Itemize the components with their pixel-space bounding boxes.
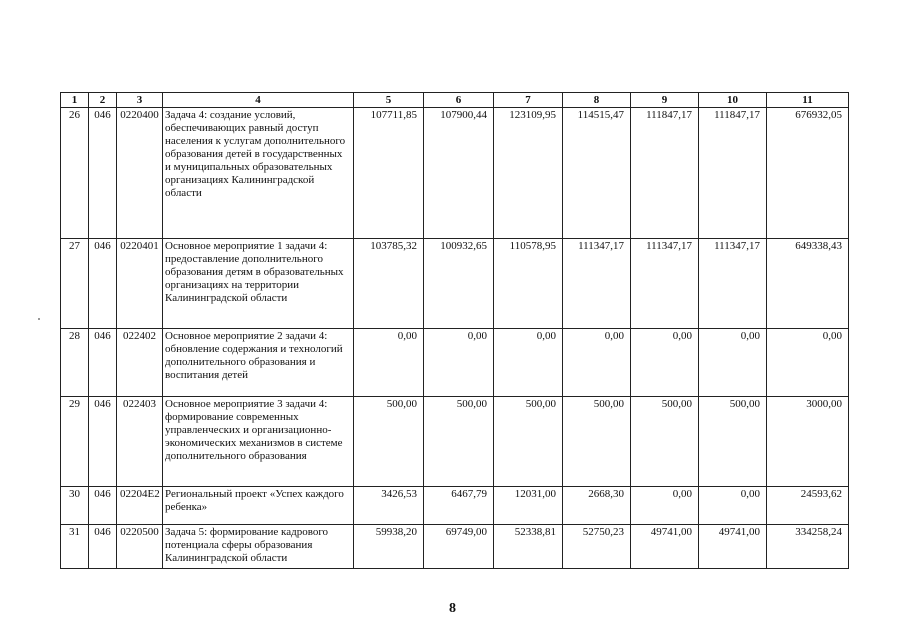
value-cell: 49741,00 <box>631 525 699 569</box>
header-cell: 5 <box>354 93 424 108</box>
header-cell: 9 <box>631 93 699 108</box>
value-cell: 114515,47 <box>563 108 631 239</box>
row-number-cell: 31 <box>61 525 89 569</box>
total-cell: 676932,05 <box>767 108 849 239</box>
row-number-cell: 26 <box>61 108 89 239</box>
code-cell: 046 <box>89 239 117 329</box>
value-cell: 103785,32 <box>354 239 424 329</box>
value-cell: 500,00 <box>563 397 631 487</box>
total-cell: 334258,24 <box>767 525 849 569</box>
description-cell: Основное мероприятие 2 задачи 4: обновление содержания и технологий дополнительного образования и воспитания детей <box>163 329 354 397</box>
header-cell: 11 <box>767 93 849 108</box>
description-cell: Задача 4: создание условий, обеспечивающих равный доступ населения к услугам дополнительного образования детей в государственных и муниципальных образовательных организациях Калининградской области <box>163 108 354 239</box>
value-cell: 0,00 <box>631 487 699 525</box>
scan-speck <box>38 318 40 320</box>
value-cell: 107900,44 <box>424 108 494 239</box>
value-cell: 111847,17 <box>631 108 699 239</box>
table-body <box>61 108 849 569</box>
value-cell: 500,00 <box>424 397 494 487</box>
code-cell: 046 <box>89 108 117 239</box>
table-row <box>61 525 849 569</box>
total-cell: 0,00 <box>767 329 849 397</box>
value-cell: 107711,85 <box>354 108 424 239</box>
value-cell: 111347,17 <box>631 239 699 329</box>
value-cell: 110578,95 <box>494 239 563 329</box>
value-cell: 0,00 <box>494 329 563 397</box>
description-cell: Региональный проект «Успех каждого ребенка» <box>163 487 354 525</box>
value-cell: 0,00 <box>424 329 494 397</box>
table-header <box>61 93 849 108</box>
total-cell: 24593,62 <box>767 487 849 525</box>
table-row <box>61 487 849 525</box>
value-cell: 52338,81 <box>494 525 563 569</box>
value-cell: 500,00 <box>631 397 699 487</box>
header-cell: 8 <box>563 93 631 108</box>
code-cell: 046 <box>89 525 117 569</box>
code-cell: 046 <box>89 487 117 525</box>
csr-cell: 0220401 <box>117 239 163 329</box>
code-cell: 046 <box>89 329 117 397</box>
row-number-cell: 30 <box>61 487 89 525</box>
csr-cell: 0220500 <box>117 525 163 569</box>
table-row <box>61 239 849 329</box>
page-number: 8 <box>449 601 456 616</box>
csr-cell: 02204E2 <box>117 487 163 525</box>
csr-cell: 0220400 <box>117 108 163 239</box>
table-row <box>61 397 849 487</box>
description-cell: Основное мероприятие 1 задачи 4: предоставление дополнительного образования детям в образовательных организациях на территории Калининградской области <box>163 239 354 329</box>
value-cell: 0,00 <box>354 329 424 397</box>
header-cell: 3 <box>117 93 163 108</box>
total-cell: 649338,43 <box>767 239 849 329</box>
value-cell: 111847,17 <box>699 108 767 239</box>
value-cell: 3426,53 <box>354 487 424 525</box>
row-number-cell: 28 <box>61 329 89 397</box>
table-row <box>61 108 849 239</box>
value-cell: 0,00 <box>699 487 767 525</box>
value-cell: 52750,23 <box>563 525 631 569</box>
header-row <box>61 93 849 108</box>
value-cell: 49741,00 <box>699 525 767 569</box>
value-cell: 100932,65 <box>424 239 494 329</box>
value-cell: 12031,00 <box>494 487 563 525</box>
header-cell: 2 <box>89 93 117 108</box>
row-number-cell: 29 <box>61 397 89 487</box>
value-cell: 500,00 <box>699 397 767 487</box>
value-cell: 500,00 <box>494 397 563 487</box>
value-cell: 6467,79 <box>424 487 494 525</box>
budget-table <box>60 92 849 569</box>
header-cell: 1 <box>61 93 89 108</box>
description-cell: Задача 5: формирование кадрового потенциала сферы образования Калининградской области <box>163 525 354 569</box>
table-row <box>61 329 849 397</box>
header-cell: 4 <box>163 93 354 108</box>
csr-cell: 022402 <box>117 329 163 397</box>
value-cell: 0,00 <box>699 329 767 397</box>
code-cell: 046 <box>89 397 117 487</box>
value-cell: 59938,20 <box>354 525 424 569</box>
description-cell: Основное мероприятие 3 задачи 4: формирование современных управленческих и организационно-экономических механизмов в системе дополнительного образования <box>163 397 354 487</box>
value-cell: 123109,95 <box>494 108 563 239</box>
csr-cell: 022403 <box>117 397 163 487</box>
value-cell: 0,00 <box>631 329 699 397</box>
header-cell: 7 <box>494 93 563 108</box>
row-number-cell: 27 <box>61 239 89 329</box>
value-cell: 69749,00 <box>424 525 494 569</box>
value-cell: 111347,17 <box>563 239 631 329</box>
header-cell: 6 <box>424 93 494 108</box>
header-cell: 10 <box>699 93 767 108</box>
value-cell: 111347,17 <box>699 239 767 329</box>
value-cell: 2668,30 <box>563 487 631 525</box>
value-cell: 500,00 <box>354 397 424 487</box>
value-cell: 0,00 <box>563 329 631 397</box>
total-cell: 3000,00 <box>767 397 849 487</box>
